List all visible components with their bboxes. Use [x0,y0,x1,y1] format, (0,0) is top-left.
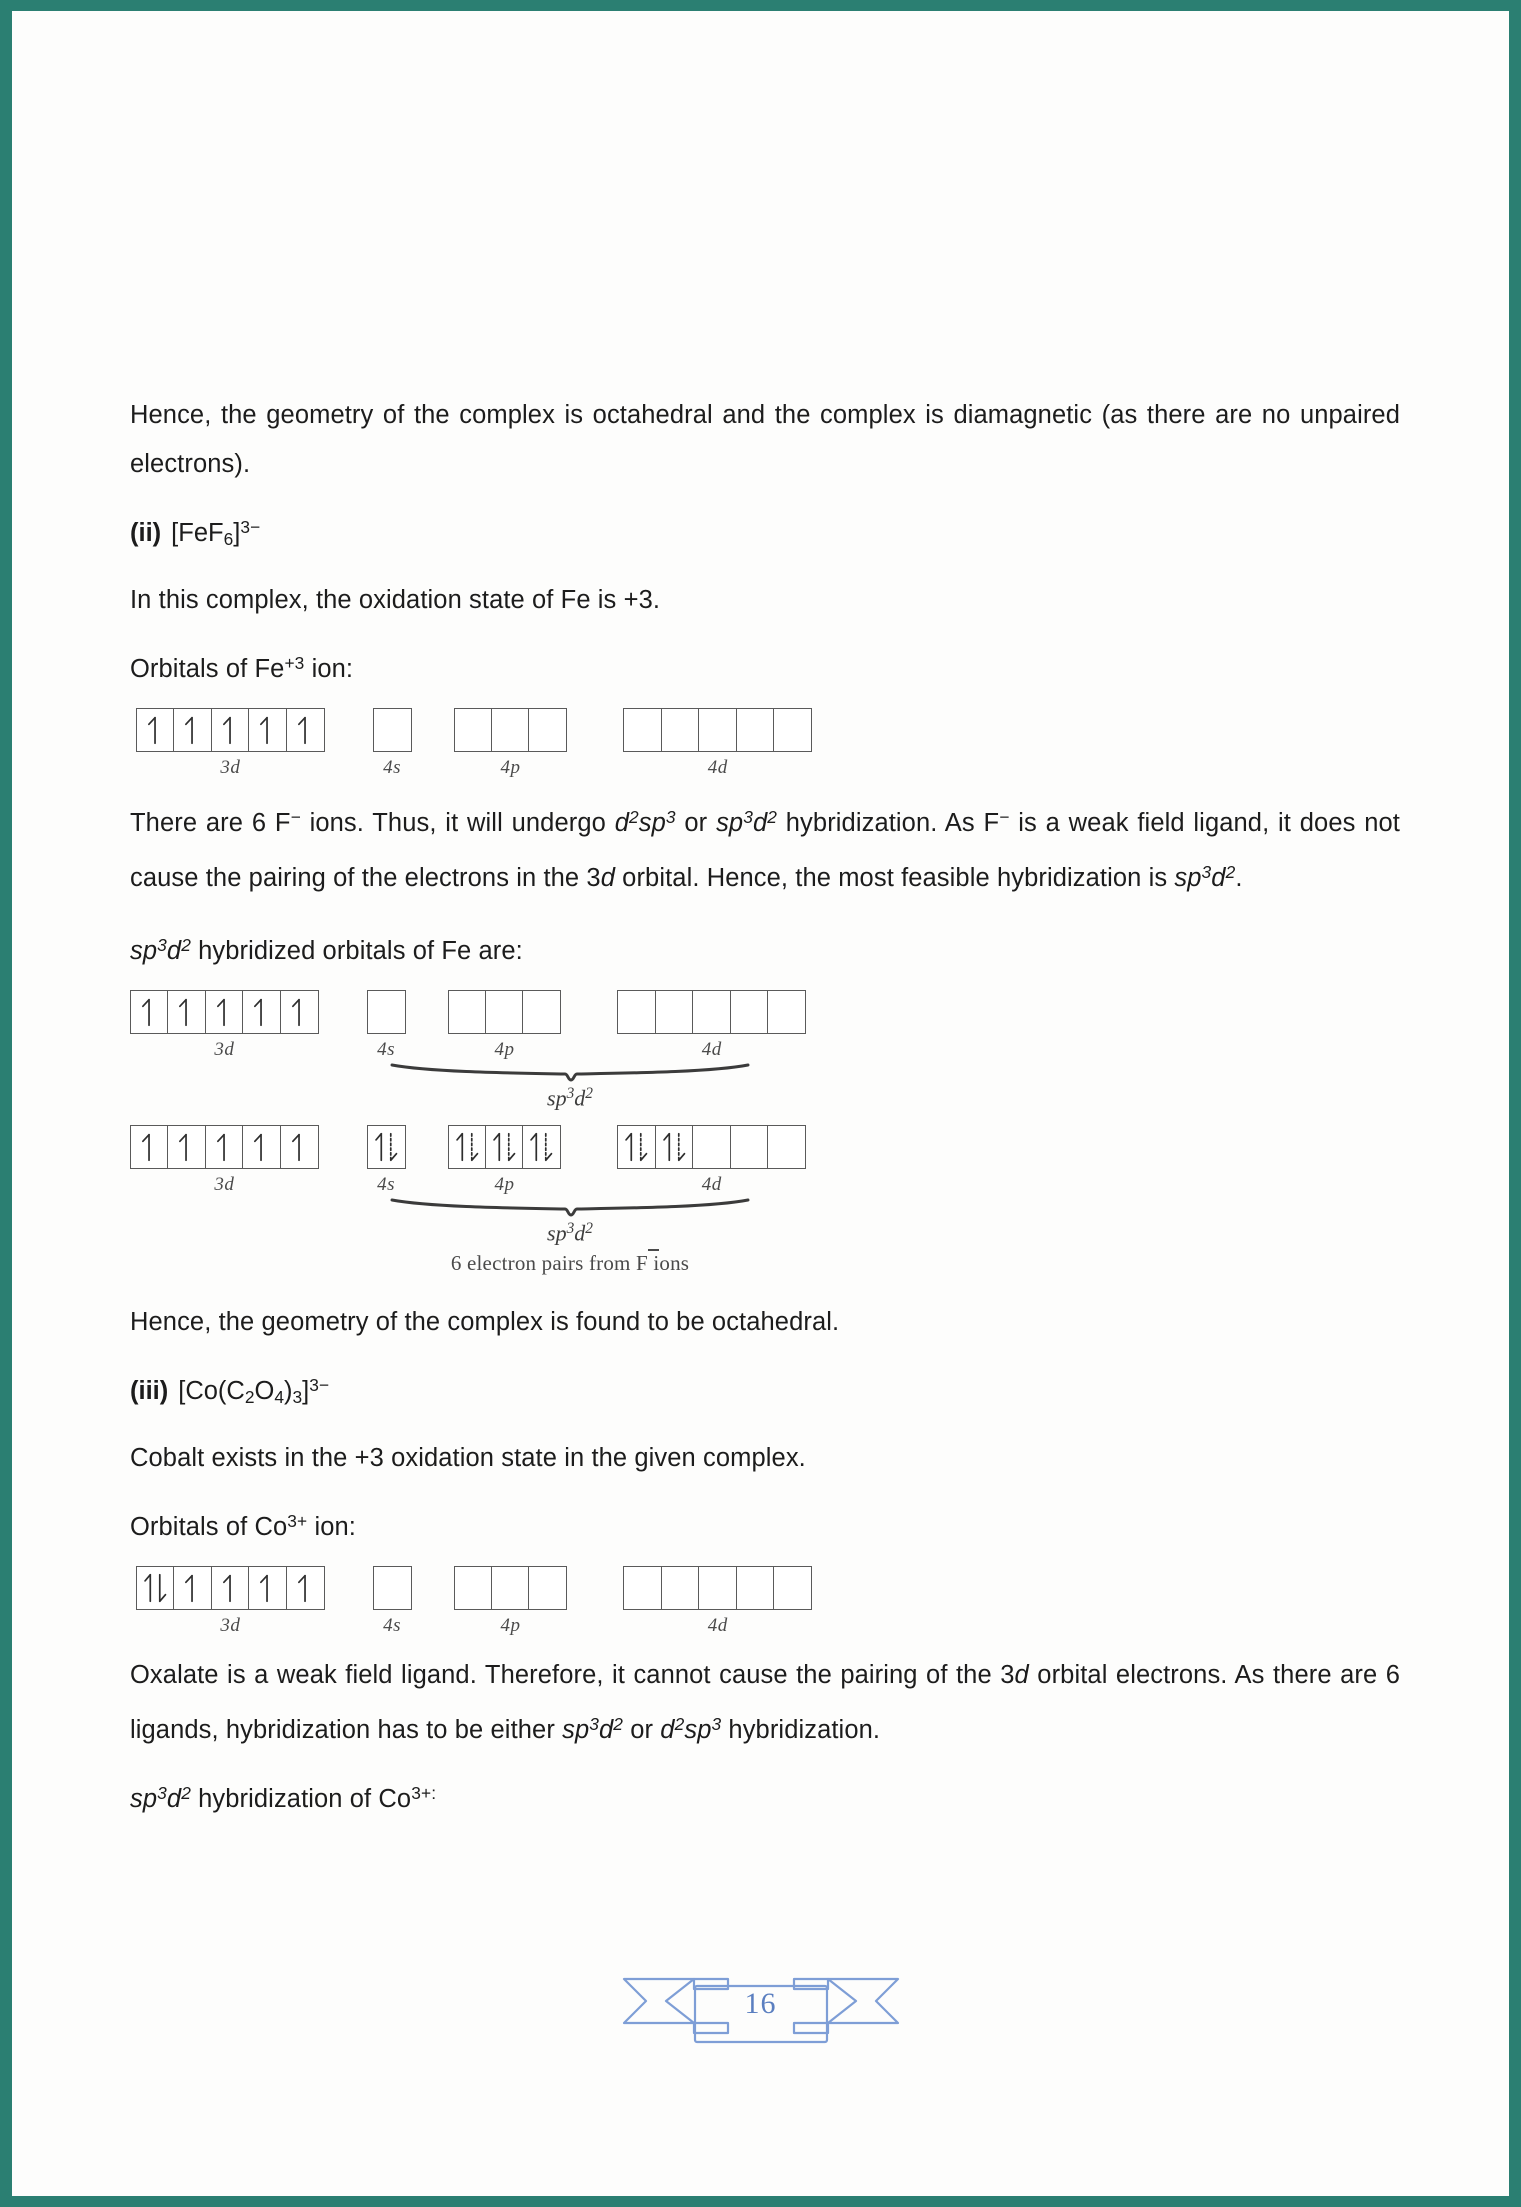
caption-electron-pairs [390,1251,750,1276]
orbital-cell [773,1566,812,1610]
orbital-group-4d [623,1566,812,1637]
hyb-sp3d2-e [130,1782,191,1813]
orbital-boxes-4p [454,1566,568,1610]
orbital-diagram-fe3-ion [130,708,1400,779]
orbital-diagram-co3-ion [130,1566,1400,1637]
orbital-cell [485,990,524,1034]
hyb-d2sp3-b [660,1713,722,1744]
orbital-group-4s [367,1125,406,1196]
text-frag: or [623,1715,661,1744]
text-frag: 3 [157,934,167,955]
orbital-group-4p [454,708,568,779]
hyb-d2sp3 [614,806,676,837]
orbital-boxes-4d [623,1566,812,1610]
orbital-cell [736,1566,775,1610]
fluoride-charge-2: − [999,806,1010,827]
orbital-group-4d [617,1125,806,1196]
text-frag: Orbitals of Co [130,1512,288,1541]
orbital-cell [248,1566,287,1610]
hybridization-label-sp3d2 [390,1085,750,1112]
orbital-boxes-4s [367,1125,406,1169]
text-frag: 2 [244,1386,255,1407]
orbital-cell [692,990,731,1034]
orbitals-fe-charge: +3 [284,652,305,673]
text-frag: 3 [1201,861,1212,882]
orbital-ref-3d: 3d [586,863,615,892]
text-frag: 2 [628,806,639,827]
text-frag: d [599,1715,614,1744]
orbitals-fe-suffix: ion: [304,654,354,683]
orbital-diagram-fe-sp3d2-after [130,1125,1400,1276]
orbital-cell [130,1125,169,1169]
orbital-cell [211,708,250,752]
orbital-cell [448,1125,487,1169]
orbital-cell [767,1125,806,1169]
text-frag: sp [130,936,158,965]
orbital-cell [692,1125,731,1169]
orbital-label-3d: 3d [220,756,241,778]
item-ii-formula [171,519,260,547]
orbital-label-4d: 4d [707,1614,728,1636]
orbital-label-4s: 4s [377,1174,396,1196]
paragraph-sp3d2-hybridized-fe [130,921,1400,976]
text-frag: ions [647,1251,690,1276]
document-content [130,391,1400,1838]
orbital-boxes-4d [617,990,806,1034]
orbital-label-4p: 4p [500,1614,521,1636]
orbital-boxes-3d [136,708,325,752]
orbital-boxes-4p [454,708,568,752]
orb-italic-d: d [600,863,615,892]
text-frag: There are 6 F [130,808,291,837]
text-frag: hybridization. [721,1715,881,1744]
orbital-cell [623,708,662,752]
orbital-diagram-fe-sp3d2-before [130,990,1400,1112]
text-frag: [Co(C [178,1377,245,1405]
text-frag: d [166,936,182,965]
fluoride-charge: − [290,806,301,827]
orbital-cell [655,990,694,1034]
text-frag: O [254,1377,275,1405]
text-frag: 3− [309,1375,329,1396]
orbital-label-4p: 4p [494,1174,515,1196]
orbital-group-4p [448,1125,562,1196]
item-iii-number: (iii) [130,1377,169,1405]
orbital-group-4s [373,708,412,779]
text-frag: 2 [181,934,191,955]
orbital-cell [767,990,806,1034]
orbital-boxes-3d [130,1125,319,1169]
text-frag: 2 [1225,861,1236,882]
text-frag: sp [716,808,744,837]
orbital-cell [528,708,567,752]
orbital-group-4p [454,1566,568,1637]
text-frag: orbital electrons. As there are 6 ligands, hybridization has to be either [130,1660,1400,1744]
orbital-boxes-4s [373,1566,412,1610]
text-frag: 2 [613,1713,624,1734]
orbital-cell [173,708,212,752]
formula-prefix: [FeF [171,518,224,547]
text-frag: 2 [585,1084,593,1102]
co-charge: 3+ [287,1510,308,1531]
text-frag: d [1211,863,1226,892]
hyb-sp3d2 [716,806,777,837]
orbital-cell [522,990,561,1034]
text-frag: sp [547,1085,567,1111]
orbital-cell [280,1125,319,1169]
page-number-ribbon [12,1941,1509,2061]
formula-sub: 6 [223,528,234,549]
hybridization-brace-1 [390,1061,750,1112]
overbar [648,1249,659,1251]
text-frag: sp [1174,863,1202,892]
orbital-label-4p: 4p [500,756,521,778]
hyb-sp3d2-c [130,934,191,965]
orbital-cell [205,990,244,1034]
paragraph-orbitals-co-label [130,1497,1400,1552]
orbital-label-4d: 4d [701,1038,722,1060]
orbital-cell [205,1125,244,1169]
text-frag: 3 [566,1220,575,1238]
text-frag: sp [130,1784,158,1813]
paragraph-sp3d2-hybridization-co [130,1769,1400,1824]
text-frag: hybridization. As F [777,808,1000,837]
text-frag: or [675,808,717,837]
orbital-cell [661,708,700,752]
orbital-cell [167,1125,206,1169]
paragraph-geometry-diamagnetic: Hence, the geometry of the complex is octahedral and the complex is diamagnetic (as there are no unpaired electrons). [130,401,1400,478]
text-frag: 4 [274,1386,284,1407]
text-frag: 2 [181,1782,191,1803]
text-frag: hybridization of Co [190,1784,412,1813]
formula-sup: 3− [240,517,261,537]
formula-mid: ] [233,518,241,547]
orbital-cell [367,1125,406,1169]
paragraph-oxalate-weak-field [130,1651,1400,1755]
hyb-sp3d2-b [1174,861,1236,892]
orbital-cell [130,990,169,1034]
orbital-cell [367,990,406,1034]
paragraph-orbitals-fe-label [130,639,1400,694]
text-frag: d [614,808,629,837]
orbital-cell [491,1566,530,1610]
orbital-boxes-4s [367,990,406,1034]
orbital-cell [655,1125,694,1169]
orbital-cell [448,990,487,1034]
orbital-group-4d [623,708,812,779]
orbital-group-3d [130,990,319,1061]
orbital-cell [373,1566,412,1610]
text-frag: 3 [292,1386,303,1407]
orbital-boxes-4d [623,708,812,752]
orbital-cell [661,1566,700,1610]
orbital-cell [242,990,281,1034]
orbital-cell [286,708,325,752]
text-frag: Oxalate is a weak field ligand. Therefore, it cannot cause the pairing of the [130,1660,1001,1689]
orbital-boxes-3d [136,1566,325,1610]
text-frag: 2 [767,806,777,827]
text-frag: 3 [665,806,676,827]
text-frag: orbital. Hence, the most feasible hybridization is [615,863,1175,892]
text-frag: ions. Thus, it will undergo [300,808,615,837]
text-frag: 3 [743,806,753,827]
orbital-cell [617,1125,656,1169]
orbital-cell [736,708,775,752]
orbital-ref-3d-b: 3d [1000,1660,1029,1689]
orbital-cell [286,1566,325,1610]
orbital-cell [136,1566,175,1610]
orbital-cell [773,708,812,752]
paragraph-geometry-octahedral: Hence, the geometry of the complex is found to be octahedral. [130,1308,840,1337]
orbital-cell [280,990,319,1034]
page-frame [12,11,1509,2196]
text-frag: 2 [585,1220,593,1238]
text-frag: 3 [566,1084,575,1102]
text-frag: ] [302,1377,310,1405]
orbital-boxes-4p [448,990,562,1034]
brace-icon [390,1196,750,1218]
orbital-label-4d: 4d [701,1174,722,1196]
item-iii-formula [178,1377,329,1405]
text-frag: is a weak field ligand, it does not cause the pairing of the electrons in the [130,808,1400,892]
text-frag: d [752,808,768,837]
text-frag: 6 electron pairs from F [450,1251,648,1276]
orbital-cell [730,1125,769,1169]
orbital-cell [617,990,656,1034]
text-frag: d [574,1221,586,1247]
brace-icon [390,1061,750,1083]
orbital-group-3d [130,1125,319,1196]
orbital-cell [373,708,412,752]
paragraph-cobalt-oxidation: Cobalt exists in the +3 oxidation state in the given complex. [130,1443,806,1472]
page-number: 16 [744,1987,777,2020]
text-frag: ) [283,1377,293,1405]
orbital-cell [454,1566,493,1610]
orbital-group-3d [136,1566,325,1637]
text-frag: hybridized orbitals of Fe are: [190,936,523,965]
orbital-cell [136,708,175,752]
text-frag: d [574,1085,586,1111]
hybridization-label-sp3d2 [390,1220,750,1247]
orbital-label-4d: 4d [707,756,728,778]
orbital-cell [522,1125,561,1169]
orbital-label-4p: 4p [494,1038,515,1060]
orbital-group-4s [367,990,406,1061]
text-frag: ion: [307,1512,356,1541]
orbital-cell [248,708,287,752]
heading-item-ii [130,503,1400,564]
orbital-cell [454,708,493,752]
orbital-boxes-4p [448,1125,562,1169]
orbital-label-3d: 3d [214,1174,235,1196]
orbital-group-4d [617,990,806,1061]
orbital-cell [698,1566,737,1610]
orbital-cell [623,1566,662,1610]
orbital-cell [491,708,530,752]
text-frag: sp [638,808,666,837]
text-frag: d [660,1715,675,1744]
orbital-group-4p [448,990,562,1061]
orbitals-fe-prefix: Orbitals of Fe [130,654,285,683]
orbital-boxes-4s [373,708,412,752]
orbital-label-3d: 3d [220,1614,241,1636]
text-frag: 3 [589,1713,599,1734]
text-frag: 3 [711,1713,722,1734]
text-frag: . [1235,863,1243,892]
text-frag: sp [547,1221,567,1247]
text-frag: 3 [157,1782,167,1803]
orbital-group-4s [373,1566,412,1637]
orbital-cell [211,1566,250,1610]
orbital-cell [242,1125,281,1169]
orbital-cell [528,1566,567,1610]
hyb-sp3d2-d [562,1713,624,1744]
orb-italic-d: d [1014,1660,1029,1689]
orbital-label-4s: 4s [383,1614,402,1636]
orbital-boxes-4d [617,1125,806,1169]
orbital-group-3d [136,708,325,779]
text-frag: 2 [674,1713,685,1734]
orbital-cell [167,990,206,1034]
orbital-label-3d: 3d [214,1038,235,1060]
orbital-label-4s: 4s [383,756,402,778]
orbital-boxes-3d [130,990,319,1034]
text-frag: sp [562,1715,590,1744]
paragraph-six-fluoride-ions [130,793,1400,903]
orbital-cell [730,990,769,1034]
hybridization-brace-2 [390,1196,750,1276]
heading-item-iii [130,1361,1400,1422]
text-frag: d [166,1784,182,1813]
text-frag: sp [684,1715,712,1744]
orbital-label-4s: 4s [377,1038,396,1060]
orbital-cell [173,1566,212,1610]
co-charge-2: 3+: [411,1782,437,1803]
item-ii-number: (ii) [130,518,162,547]
orbital-cell [485,1125,524,1169]
orbital-cell [698,708,737,752]
paragraph-oxidation-state-fe: In this complex, the oxidation state of Fe is +3. [130,585,661,614]
